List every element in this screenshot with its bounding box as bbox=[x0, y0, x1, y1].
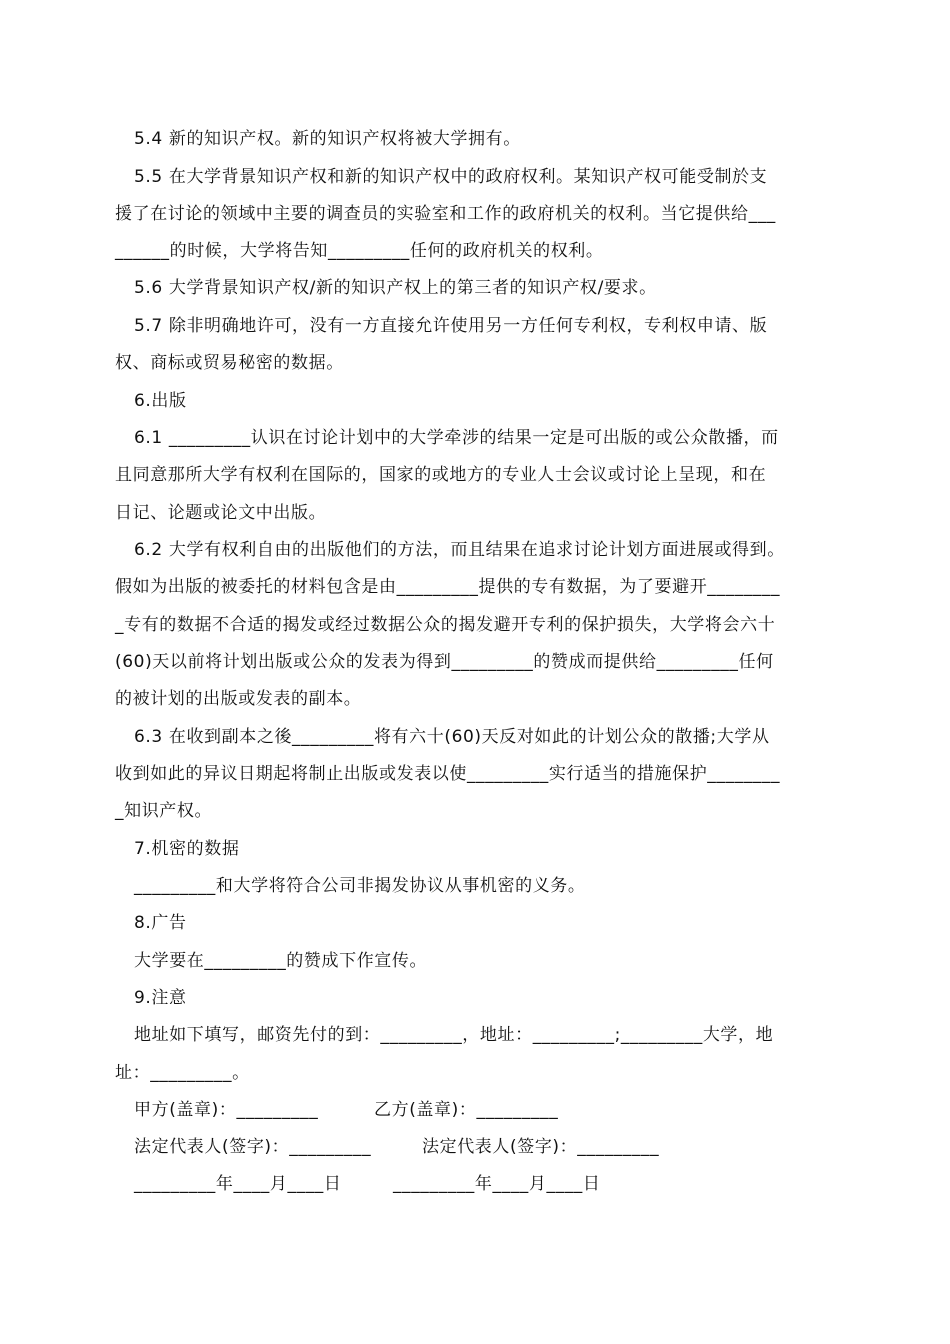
clause-5-5-line-2: 援了在讨论的领域中主要的调查员的实验室和工作的政府机关的权利。当它提供给___ bbox=[115, 204, 776, 224]
clause-6-2-line-4: (60)天以前将计划出版或公众的发表为得到_________的赞成而提供给_________任何 bbox=[115, 652, 774, 672]
clause-6-3-line-3: _知识产权。 bbox=[115, 801, 213, 821]
clause-5-7-line-1: 5.7 除非明确地许可，没有一方直接允许使用另一方任何专利权，专利权申请、版 bbox=[134, 316, 768, 336]
heading-7: 7.机密的数据 bbox=[134, 839, 240, 859]
clause-6-2-line-3: _专有的数据不合适的揭发或经过数据公众的揭发避开专利的保护损失，大学将会六十 bbox=[115, 615, 776, 635]
heading-8: 8.广告 bbox=[134, 913, 187, 933]
clause-5-5-line-1: 5.5 在大学背景知识产权和新的知识产权中的政府权利。某知识产权可能受制於支 bbox=[134, 167, 768, 187]
clause-6-2-line-1: 6.2 大学有权利自由的出版他们的方法，而且结果在追求讨论计划方面进展或得到。 bbox=[134, 540, 785, 560]
party-b-representative: 法定代表人(签字)：_________ bbox=[422, 1137, 660, 1157]
clause-6-1-line-3: 日记、论题或论文中出版。 bbox=[115, 503, 327, 523]
clause-6-1-line-2: 且同意那所大学有权利在国际的，国家的或地方的专业人士会议或讨论上呈现，和在 bbox=[115, 465, 767, 485]
clause-9-line-1: 地址如下填写，邮资先付的到：_________，地址：_________;_________大学，地 bbox=[134, 1025, 774, 1045]
party-a-seal: 甲方(盖章)：_________ bbox=[134, 1100, 319, 1120]
clause-8-text: 大学要在_________的赞成下作宣传。 bbox=[134, 951, 428, 971]
party-a-representative: 法定代表人(签字)：_________ bbox=[134, 1137, 372, 1157]
clause-6-2-line-5: 的被计划的出版或发表的副本。 bbox=[115, 689, 362, 709]
clause-6-3-line-1: 6.3 在收到副本之後_________将有六十(60)天反对如此的计划公众的散播;大学从 bbox=[134, 727, 770, 747]
clause-5-4: 5.4 新的知识产权。新的知识产权将被大学拥有。 bbox=[134, 129, 521, 149]
clause-6-3-line-2: 收到如此的异议日期起将制止出版或发表以使_________实行适当的措施保护________ bbox=[115, 764, 781, 784]
clause-7-text: _________和大学将符合公司非揭发协议从事机密的义务。 bbox=[134, 876, 586, 896]
heading-9: 9.注意 bbox=[134, 988, 187, 1008]
clause-5-7-line-2: 权、商标或贸易秘密的数据。 bbox=[115, 353, 344, 373]
clause-5-5-line-3: ______的时候，大学将告知_________任何的政府机关的权利。 bbox=[115, 241, 604, 261]
party-a-date: _________年____月____日 bbox=[134, 1174, 342, 1194]
party-b-seal: 乙方(盖章)：_________ bbox=[374, 1100, 559, 1120]
clause-5-6: 5.6 大学背景知识产权/新的知识产权上的第三者的知识产权/要求。 bbox=[134, 278, 657, 298]
heading-6: 6.出版 bbox=[134, 391, 187, 411]
clause-6-2-line-2: 假如为出版的被委托的材料包含是由_________提供的专有数据，为了要避开________ bbox=[115, 577, 781, 597]
party-b-date: _________年____月____日 bbox=[393, 1174, 601, 1194]
clause-6-1-line-1: 6.1 _________认识在讨论计划中的大学牵涉的结果一定是可出版的或公众散播，而 bbox=[134, 428, 779, 448]
clause-9-line-2: 址：_________。 bbox=[115, 1063, 250, 1083]
